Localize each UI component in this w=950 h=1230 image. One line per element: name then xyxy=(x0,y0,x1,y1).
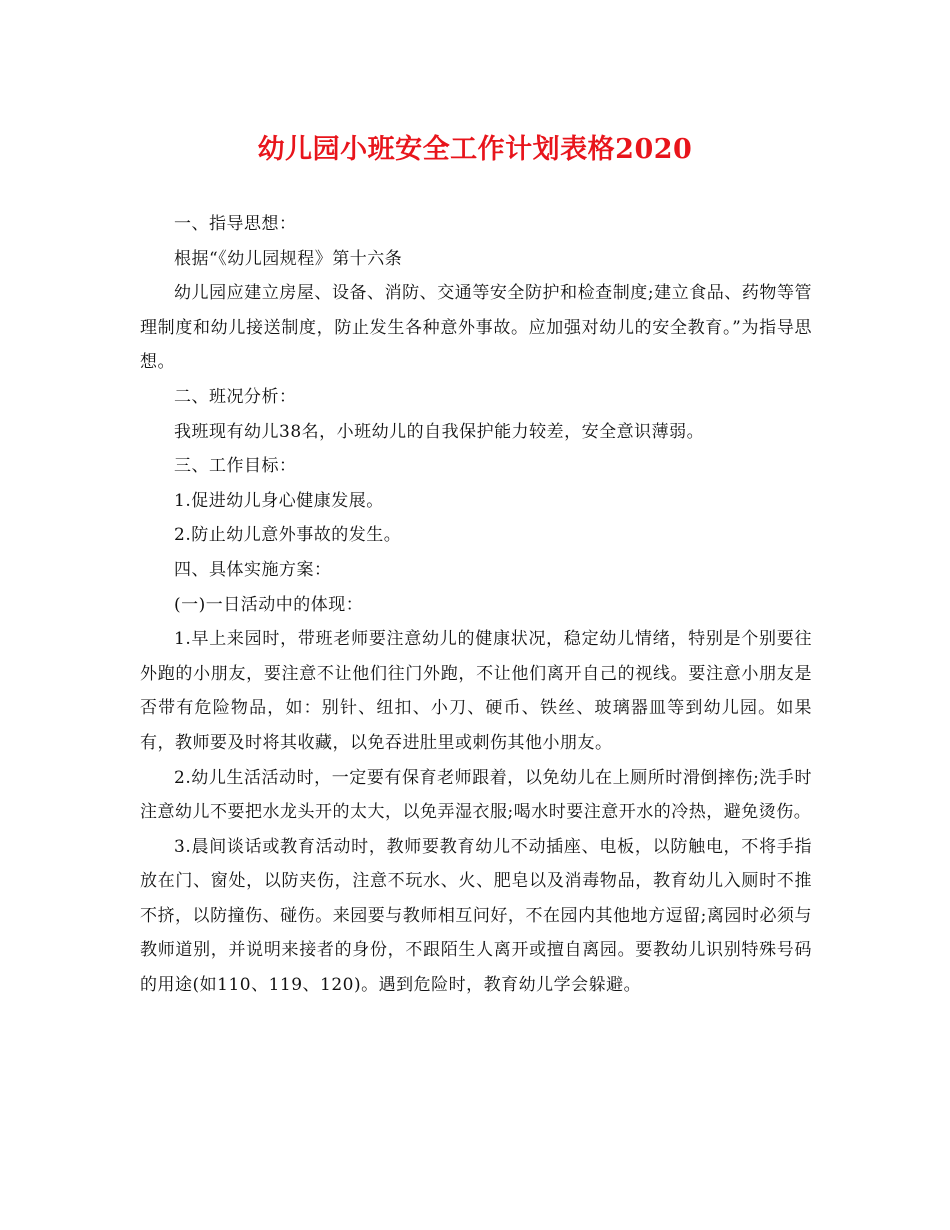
paragraph-regulation-quote: 幼儿园应建立房屋、设备、消防、交通等安全防护和检查制度;建立食品、药物等管理制度和幼儿接送制度，防止发生各种意外事故。应加强对幼儿的安全教育。”为指导思想。 xyxy=(140,283,812,373)
implementation-item-1: 1.早上来园时，带班老师要注意幼儿的健康状况，稳定幼儿情绪，特别是个别要往外跑的小朋友，要注意不让他们往门外跑，不让他们离开自己的视线。要注意小朋友是否带有危险物品，如：别针、纽扣、小刀、硬币、铁丝、玻璃器皿等到幼儿园。如果有，教师要及时将其收藏，以免吞进肚里或刺伤其他小朋友。 xyxy=(140,629,812,753)
subheading-daily-activities: (一)一日活动中的体现： xyxy=(174,594,364,615)
heading-guiding-idea: 一、指导思想： xyxy=(174,214,297,234)
document-body xyxy=(140,207,812,1003)
heading-work-goals: 三、工作目标： xyxy=(174,456,297,477)
document-title: 幼儿园小班安全工作计划表格2020 xyxy=(257,134,693,165)
paragraph-class-analysis: 我班现有幼儿38名，小班幼儿的自我保护能力较差，安全意识薄弱。 xyxy=(174,421,705,442)
paragraph-regulation-ref: 根据“《幼儿园规程》第十六条 xyxy=(174,248,403,269)
heading-implementation: 四、具体实施方案： xyxy=(174,559,332,580)
implementation-item-2: 2.幼儿生活活动时，一定要有保育老师跟着，以免幼儿在上厕所时滑倒摔伤;洗手时注意幼儿不要把水龙头开的太大，以免弄湿衣服;喝水时要注意开水的冷热，避免烫伤。 xyxy=(140,767,812,823)
goal-item-1: 1.促进幼儿身心健康发展。 xyxy=(174,490,384,511)
goal-item-2: 2.防止幼儿意外事故的发生。 xyxy=(174,525,402,546)
heading-class-analysis: 二、班况分析： xyxy=(174,386,297,407)
implementation-item-3: 3.晨间谈话或教育活动时，教师要教育幼儿不动插座、电板，以防触电，不将手指放在门、窗处，以防夹伤，注意不玩水、火、肥皂以及消毒物品，教育幼儿入厕时不推不挤，以防撞伤、碰伤。来园要与教师相互问好，不在园内其他地方逗留;离园时必须与教师道别，并说明来接者的身份，不跟陌生人离开或擅自离园。要教幼儿识别特殊号码的用途(如110、119、120)。遇到危险时，教育幼儿学会躲避。 xyxy=(140,836,812,996)
